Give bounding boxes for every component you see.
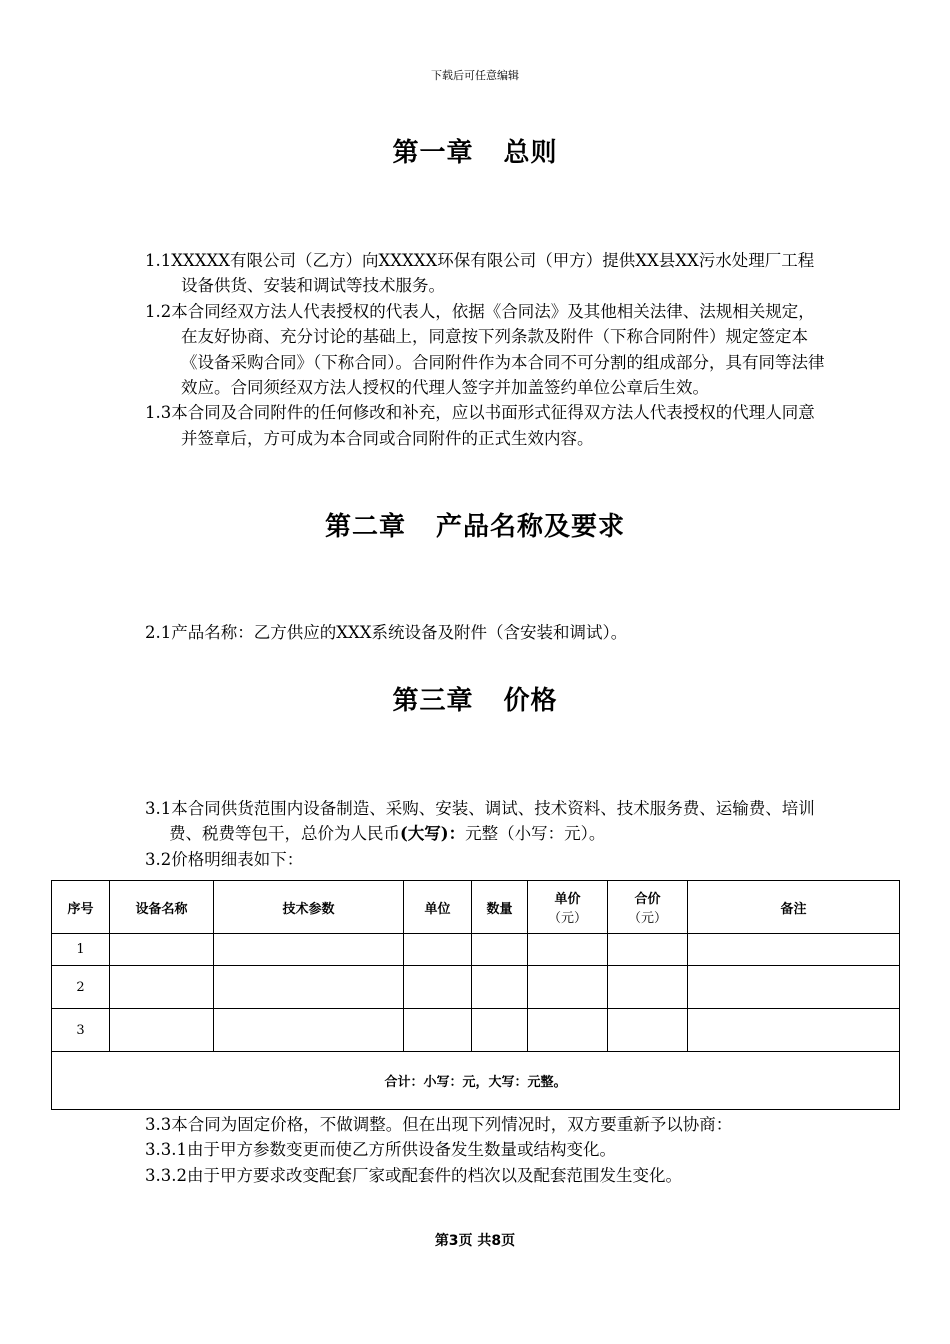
chapter-2-heading [0,506,950,543]
total-summary: 合计：小写：元，大写：元整。 [52,1052,900,1110]
cell-unit-price[interactable] [528,966,608,1009]
clause-text: 本合同及合同附件的任何修改和补充，应以书面形式征得双方法人代表授权的代理人同意并签章后，方可成为本合同或合同附件的正式生效内容。 [171,403,815,448]
cell-quantity[interactable] [472,1009,528,1052]
header-tech-params: 技术参数 [214,881,404,934]
chapter-1-clauses [145,248,825,451]
unit-price-currency: （元） [547,911,587,926]
table-row [52,966,900,1009]
cell-total-price[interactable] [608,1009,688,1052]
cell-total-price[interactable] [608,966,688,1009]
header-device-name: 设备名称 [110,881,214,934]
clause-number: 1.3 [145,403,172,423]
header-total-price [608,881,688,934]
chapter-2-number: 第二章 [324,512,406,542]
price-detail-table [51,880,900,1110]
total-price-label: 合价 [634,892,661,907]
chapter-2-title: 产品名称及要求 [436,512,626,542]
header-unit-price [528,881,608,934]
chapter-3-heading [0,680,950,717]
chapter-3-clauses-continued [145,1112,825,1188]
clause-text: 本合同经双方法人代表授权的代表人，依据《合同法》及其他相关法律、法规相关规定，在友好协商、充分讨论的基础上，同意按下列条款及附件（下称合同附件）规定签定本《设备采购合同》（下称合同）。合同附件作为本合同不可分割的组成部分，具有同等法律效应。合同须经双方法人授权的代理人签字并加盖签约单位公章后生效。 [171,301,825,398]
cell-unit[interactable] [404,966,472,1009]
cell-tech-params[interactable] [214,1009,404,1052]
clause-3-3-2: 3.3.2由于甲方要求改变配套厂家或配套件的档次以及配套范围发生变化。 [145,1165,682,1185]
clause-number: 1.1 [145,251,172,270]
cell-device-name[interactable] [110,1009,214,1052]
cell-remark[interactable] [688,1009,900,1052]
clause-1-2 [145,299,825,401]
row-index: 3 [52,1009,110,1052]
chapter-3-clauses [145,796,825,872]
chapter-1-number: 第一章 [392,138,474,168]
chapter-1-title: 总则 [503,138,558,168]
table-header-row [52,881,900,934]
header-unit: 单位 [404,881,472,934]
clause-3-3-1: 3.3.1由于甲方参数变更而使乙方所供设备发生数量或结构变化。 [145,1140,616,1160]
cell-tech-params[interactable] [214,966,404,1009]
clause-3-3: 3.3本合同为固定价格，不做调整。但在出现下列情况时，双方要重新予以协商： [145,1115,733,1134]
header-quantity: 数量 [472,881,528,934]
clause-2-1: 2.1产品名称：乙方供应的XXX系统设备及附件（含安装和调试）。 [145,623,628,642]
header-seq: 序号 [52,881,110,934]
header-remark: 备注 [688,881,900,934]
clause-3-1-amount: 元整（小写：元）。 [465,824,606,844]
total-price-currency: （元） [627,911,667,926]
cell-quantity[interactable] [472,966,528,1009]
table-row [52,934,900,966]
cell-device-name[interactable] [110,966,214,1009]
row-index: 1 [52,934,110,966]
table-total-row [52,1052,900,1110]
clause-3-2: 3.2价格明细表如下： [145,849,304,869]
clause-1-1 [145,248,825,299]
cell-quantity[interactable] [472,934,528,966]
cell-device-name[interactable] [110,934,214,966]
chapter-1-heading [0,132,950,169]
clause-3-1 [145,796,825,847]
page-number-footer: 第3页 共8页 [434,1233,516,1249]
cell-unit[interactable] [404,934,472,966]
cell-unit[interactable] [404,1009,472,1052]
table-row [52,1009,900,1052]
cell-remark[interactable] [688,966,900,1009]
chapter-3-number: 第三章 [392,686,474,716]
row-index: 2 [52,966,110,1009]
clause-number: 1.2 [145,301,172,321]
cell-tech-params[interactable] [214,934,404,966]
cell-unit-price[interactable] [528,934,608,966]
clause-3-1-uppercase-label: (大写)： [400,824,466,844]
clause-1-3 [145,400,825,451]
unit-price-label: 单价 [554,892,581,907]
cell-remark[interactable] [688,934,900,966]
chapter-3-title: 价格 [503,686,558,716]
header-note: 下载后可任意编辑 [431,69,519,82]
cell-total-price[interactable] [608,934,688,966]
clause-3-1-text: 3.1本合同供货范围内设备制造、采购、安装、调试、技术资料、技术服务费、运输费、培训费、税费等包干，总价为人民币 [145,799,815,844]
clause-text: XXXXX有限公司（乙方）向XXXXX环保有限公司（甲方）提供XX县XX污水处理厂工程设备供货、安装和调试等技术服务。 [171,251,815,296]
cell-unit-price[interactable] [528,1009,608,1052]
